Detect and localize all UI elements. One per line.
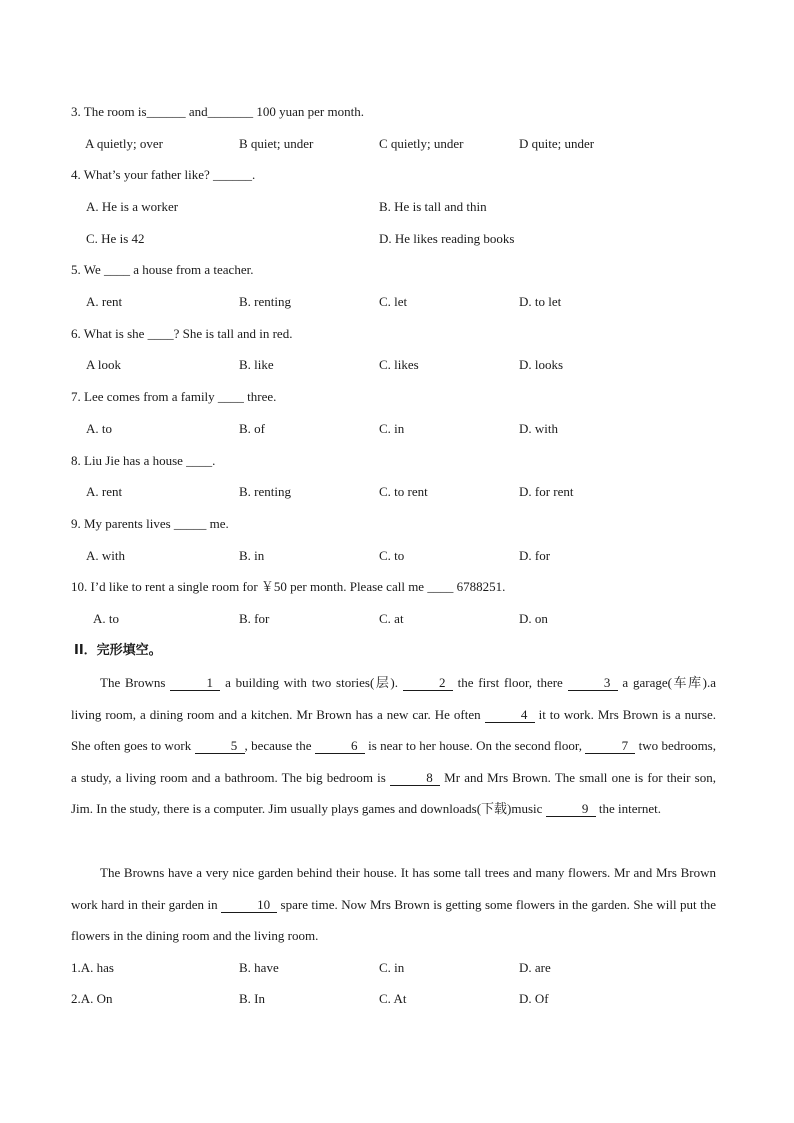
option-d: D. He likes reading books — [379, 231, 515, 246]
option-a: A. to — [93, 611, 119, 626]
question-stem: 8. Liu Jie has a house ____. — [71, 453, 216, 468]
option-d: D. for rent — [519, 484, 574, 499]
question-stem: 5. We ____ a house from a teacher. — [71, 262, 254, 277]
question-stem: 6. What is she ____? She is tall and in red. — [71, 326, 293, 341]
option-a: A. with — [86, 548, 125, 563]
option-d: D. with — [519, 421, 558, 436]
option-b: B. in — [239, 548, 265, 563]
passage-text: the internet. — [595, 801, 662, 817]
option-b: B. of — [239, 421, 265, 436]
option-d: D. for — [519, 548, 551, 563]
passage-text: Mr and Mrs Brown. The small one is for their son, Jim. In the study, there is a computer. Jim usually plays games and downloads(下载)music — [71, 769, 716, 817]
option-d: D. on — [519, 611, 548, 626]
cloze-paragraph-1 — [71, 667, 716, 825]
option-a: A quietly; over — [85, 136, 163, 151]
blank-6: 6 — [315, 739, 365, 754]
option-b: B. renting — [239, 484, 291, 499]
option-c: C. to — [379, 548, 405, 563]
question-stem: 4. What’s your father like? ______. — [71, 167, 256, 182]
passage-text: is near to her house. On the second floor, — [364, 738, 586, 754]
option-a: A look — [86, 357, 122, 372]
option-c: C quietly; under — [379, 136, 464, 151]
option-d: D. Of — [519, 991, 549, 1006]
blank-8: 8 — [390, 771, 440, 786]
question-stem: 3. The room is______ and_______ 100 yuan per month. — [71, 104, 364, 119]
blank-7: 7 — [585, 739, 635, 754]
passage-text: The Browns have a very nice garden behind their house. It has some tall trees and many flowers. Mr and Mrs Brown work hard in their garden in — [71, 865, 716, 912]
option-b: B. like — [239, 357, 274, 372]
option-c: C. He is 42 — [86, 231, 145, 246]
option-b: B. have — [239, 960, 279, 975]
question-stem: 7. Lee comes from a family ____ three. — [71, 389, 277, 404]
option-c: C. let — [379, 294, 408, 309]
option-b: B. He is tall and thin — [379, 199, 487, 214]
passage-text: the first floor, there — [452, 675, 568, 690]
option-c: C. in — [379, 421, 405, 436]
option-a: 1.A. has — [71, 960, 114, 975]
passage-text: , because the — [244, 738, 315, 754]
option-d: D quite; under — [519, 136, 595, 151]
option-b: B. renting — [239, 294, 291, 309]
option-b: B. In — [239, 991, 265, 1006]
question-stem: 10. I’d like to rent a single room for ￥50 per month. Please call me ____ 6788251. — [71, 579, 506, 594]
option-c: C. likes — [379, 357, 419, 372]
blank-10: 10 — [221, 898, 277, 913]
passage-text: a garage(车库).a living room, a dining room and a kitchen. Mr Brown has a new car. He often — [71, 675, 716, 722]
option-a: A. He is a worker — [86, 199, 179, 214]
option-c: C. At — [379, 991, 407, 1006]
passage-text: two bedrooms, a study, a living room and a bathroom. The big bedroom is — [71, 738, 716, 785]
passage-text: The Browns — [100, 675, 171, 690]
question-stem: 9. My parents lives _____ me. — [71, 516, 229, 531]
option-a: A. to — [86, 421, 112, 436]
option-a: A. rent — [86, 484, 123, 499]
blank-9: 9 — [546, 802, 596, 817]
blank-1: 1 — [170, 676, 220, 691]
option-b: B quiet; under — [239, 136, 314, 151]
blank-3: 3 — [568, 676, 618, 691]
blank-2: 2 — [403, 676, 453, 691]
option-a: A. rent — [86, 294, 123, 309]
passage-text: spare time. Now Mrs Brown is getting some flowers in the garden. She will put the flowers in the dining room and the living room. — [71, 896, 717, 944]
section-heading: II．完形填空。 — [74, 643, 162, 658]
passage-text: it to work. Mrs Brown is a nurse. She often goes to work — [71, 706, 716, 754]
option-d: D. are — [519, 960, 551, 975]
blank-4: 4 — [485, 708, 535, 723]
cloze-paragraph-2 — [71, 857, 716, 952]
option-c: C. to rent — [379, 484, 428, 499]
option-b: B. for — [239, 611, 270, 626]
option-d: D. looks — [519, 357, 564, 372]
blank-5: 5 — [195, 739, 245, 754]
option-c: C. in — [379, 960, 405, 975]
passage-text: a building with two stories(层). — [220, 675, 403, 690]
option-c: C. at — [379, 611, 404, 626]
option-a: 2.A. On — [71, 991, 113, 1006]
option-d: D. to let — [519, 294, 562, 309]
